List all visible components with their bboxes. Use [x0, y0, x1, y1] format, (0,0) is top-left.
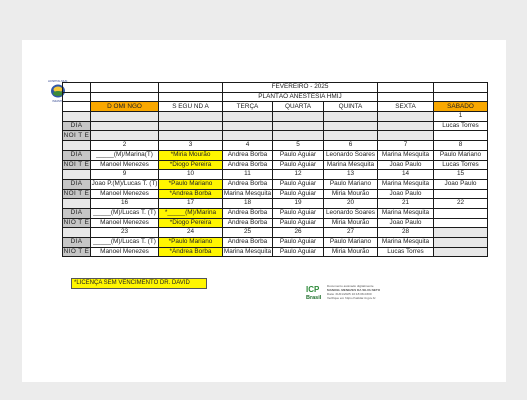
- shift-cell: Paulo Aguiar: [273, 218, 324, 228]
- date-cell: 16: [91, 199, 159, 209]
- row-label-dia: DIA: [63, 121, 91, 131]
- day-header: S EGU ND A: [159, 102, 223, 112]
- schedule-table: [62, 82, 488, 257]
- shift-cell: *Paulo Mariano: [159, 179, 223, 189]
- day-header: TERÇA: [223, 102, 273, 112]
- date-cell: [434, 228, 488, 238]
- shift-cell: Marina Mesquita: [378, 150, 434, 160]
- shift-cell: Miria Mourão: [324, 218, 378, 228]
- date-cell: 28: [378, 228, 434, 238]
- shift-cell: Paulo Aguiar: [273, 247, 324, 257]
- date-cell: 23: [91, 228, 159, 238]
- date-cell: 21: [378, 199, 434, 209]
- date-cell: 4: [223, 141, 273, 151]
- shift-cell: Miria Mourão: [324, 247, 378, 257]
- shift-cell: *Andrea Borba: [159, 247, 223, 257]
- date-cell: 20: [324, 199, 378, 209]
- date-row: [63, 112, 488, 122]
- shift-cell: Paulo Aguiar: [273, 189, 324, 199]
- shift-cell: *_____(M)/Marina: [159, 208, 223, 218]
- schedule-subtitle: PLANTÃO ANESTESIA HMIJ: [223, 92, 378, 102]
- digital-signature-stamp: Documento assinado digitalmente MANOEL MENEZES DA SILVA NETO Data: 31/01/2025 10:18:08-0300 Verifique em https://validar.iti.gov.br: [327, 284, 381, 300]
- date-cell: 12: [273, 170, 324, 180]
- shift-cell: Andrea Borba: [223, 160, 273, 170]
- shift-cell: Paulo Aguiar: [273, 208, 324, 218]
- shift-cell: [434, 218, 488, 228]
- shift-cell: Paulo Mariano: [434, 150, 488, 160]
- date-cell: 17: [159, 199, 223, 209]
- day-header: SEXTA: [378, 102, 434, 112]
- month-title: FEVEREIRO - 2025: [223, 83, 378, 93]
- shift-cell: Joao Paulo: [378, 189, 434, 199]
- shift-cell: Miria Mourão: [324, 189, 378, 199]
- date-cell: 7: [378, 141, 434, 151]
- shift-cell: [434, 238, 488, 248]
- shift-cell: *Paulo Mariano: [159, 238, 223, 248]
- document-page: [22, 40, 506, 382]
- row-label-noite: NOI T E: [63, 131, 91, 141]
- shift-cell: [159, 131, 223, 141]
- shift-cell: Marina Mesquita: [378, 208, 434, 218]
- shift-cell: [434, 131, 488, 141]
- shift-cell: *Miria Mourão: [159, 150, 223, 160]
- date-cell: 3: [159, 141, 223, 151]
- noite-row: [63, 218, 488, 228]
- shift-cell: Marina Mesquita: [378, 179, 434, 189]
- date-row: [63, 141, 488, 151]
- shift-cell: [159, 121, 223, 131]
- shift-cell: Manoel Menezes: [91, 247, 159, 257]
- shift-cell: Paulo Aguiar: [273, 179, 324, 189]
- svg-text:HOSPITAL MUN.: HOSPITAL MUN.: [48, 80, 68, 83]
- shift-cell: *Andrea Borba: [159, 189, 223, 199]
- date-cell: 6: [324, 141, 378, 151]
- shift-cell: Leonardo Soares: [324, 208, 378, 218]
- shift-cell: Marina Mesquita: [223, 247, 273, 257]
- date-cell: 15: [434, 170, 488, 180]
- date-cell: 5: [273, 141, 324, 151]
- date-cell: 11: [223, 170, 273, 180]
- day-header: D OMI NGO: [91, 102, 159, 112]
- date-row: [63, 170, 488, 180]
- date-cell: 1: [434, 112, 488, 122]
- shift-cell: Marina Mesquita: [223, 189, 273, 199]
- date-cell: 18: [223, 199, 273, 209]
- noite-row: [63, 189, 488, 199]
- shift-cell: Joao Paulo: [378, 160, 434, 170]
- shift-cell: *Diogo Pereira: [159, 160, 223, 170]
- shift-cell: Lucas Torres: [434, 121, 488, 131]
- noite-row: [63, 160, 488, 170]
- row-label-dia: DIA: [63, 238, 91, 248]
- date-cell: [273, 112, 324, 122]
- shift-cell: Manoel Menezes: [91, 218, 159, 228]
- shift-cell: [378, 131, 434, 141]
- date-cell: [159, 112, 223, 122]
- shift-cell: Lucas Torres: [434, 160, 488, 170]
- day-header: SABADO: [434, 102, 488, 112]
- date-cell: [324, 112, 378, 122]
- dia-row: [63, 179, 488, 189]
- shift-cell: Andrea Borba: [223, 179, 273, 189]
- shift-cell: [223, 121, 273, 131]
- date-cell: 24: [159, 228, 223, 238]
- date-cell: 19: [273, 199, 324, 209]
- shift-cell: [324, 121, 378, 131]
- date-row: [63, 228, 488, 238]
- dia-row: [63, 238, 488, 248]
- row-label-noite: NOI T E: [63, 189, 91, 199]
- date-cell: 26: [273, 228, 324, 238]
- dia-row: [63, 208, 488, 218]
- date-cell: 8: [434, 141, 488, 151]
- date-cell: 13: [324, 170, 378, 180]
- date-cell: 25: [223, 228, 273, 238]
- dia-row: [63, 121, 488, 131]
- date-cell: 27: [324, 228, 378, 238]
- shift-cell: Marina Mesquita: [378, 238, 434, 248]
- shift-cell: Joao Paulo: [378, 218, 434, 228]
- noite-row: [63, 247, 488, 257]
- shift-cell: Paulo Mariano: [324, 179, 378, 189]
- noite-row: [63, 131, 488, 141]
- leave-note: *LICENÇA SEM VENCIMENTO DR. DAVID: [71, 278, 207, 289]
- shift-cell: Marina Mesquita: [324, 160, 378, 170]
- shift-cell: [378, 121, 434, 131]
- row-label-dia: DIA: [63, 208, 91, 218]
- row-label-dia: DIA: [63, 150, 91, 160]
- row-label-noite: NIO T E: [63, 218, 91, 228]
- shift-cell: Andrea Borba: [223, 238, 273, 248]
- shift-cell: Paulo Aguiar: [273, 238, 324, 248]
- shift-cell: *Diogo Pereira: [159, 218, 223, 228]
- shift-cell: [434, 247, 488, 257]
- date-cell: [223, 112, 273, 122]
- date-cell: 22: [434, 199, 488, 209]
- shift-cell: _____(M)/Lucas T. (T): [91, 208, 159, 218]
- row-label-dia: DIA: [63, 179, 91, 189]
- day-header: QUARTA: [273, 102, 324, 112]
- shift-cell: Paulo Mariano: [324, 238, 378, 248]
- shift-cell: [223, 131, 273, 141]
- date-row: [63, 199, 488, 209]
- shift-cell: [91, 121, 159, 131]
- shift-cell: Paulo Aguiar: [273, 150, 324, 160]
- shift-cell: Andrea Borba: [223, 208, 273, 218]
- shift-cell: Leonardo Soares: [324, 150, 378, 160]
- date-cell: 14: [378, 170, 434, 180]
- shift-cell: [91, 131, 159, 141]
- svg-text:ICP: ICP: [306, 285, 320, 294]
- day-header: QUINTA: [324, 102, 378, 112]
- shift-cell: [273, 121, 324, 131]
- shift-cell: [273, 131, 324, 141]
- svg-text:Brasil: Brasil: [306, 295, 322, 301]
- shift-cell: Lucas Torres: [378, 247, 434, 257]
- shift-cell: _____(M)/Lucas T. (T): [91, 238, 159, 248]
- date-cell: 10: [159, 170, 223, 180]
- shift-cell: Andrea Borba: [223, 150, 273, 160]
- date-cell: [378, 112, 434, 122]
- shift-cell: Joao Paulo: [434, 179, 488, 189]
- shift-cell: Joao P.(M)/Lucas T. (T): [91, 179, 159, 189]
- date-cell: 9: [91, 170, 159, 180]
- shift-cell: [434, 208, 488, 218]
- shift-cell: Andrea Borba: [223, 218, 273, 228]
- day-header-row: [63, 102, 488, 112]
- date-cell: [91, 112, 159, 122]
- shift-cell: Paulo Aguiar: [273, 160, 324, 170]
- date-cell: 2: [91, 141, 159, 151]
- svg-text:INFANTIL: INFANTIL: [52, 100, 64, 103]
- shift-cell: [324, 131, 378, 141]
- shift-cell: Manoel Menezes: [91, 160, 159, 170]
- row-label-noite: NOI T E: [63, 160, 91, 170]
- row-label-noite: NIO T E: [63, 247, 91, 257]
- shift-cell: Manoel Menezes: [91, 189, 159, 199]
- shift-cell: [434, 189, 488, 199]
- dia-row: [63, 150, 488, 160]
- shift-cell: _____(M)/Marina(T): [91, 150, 159, 160]
